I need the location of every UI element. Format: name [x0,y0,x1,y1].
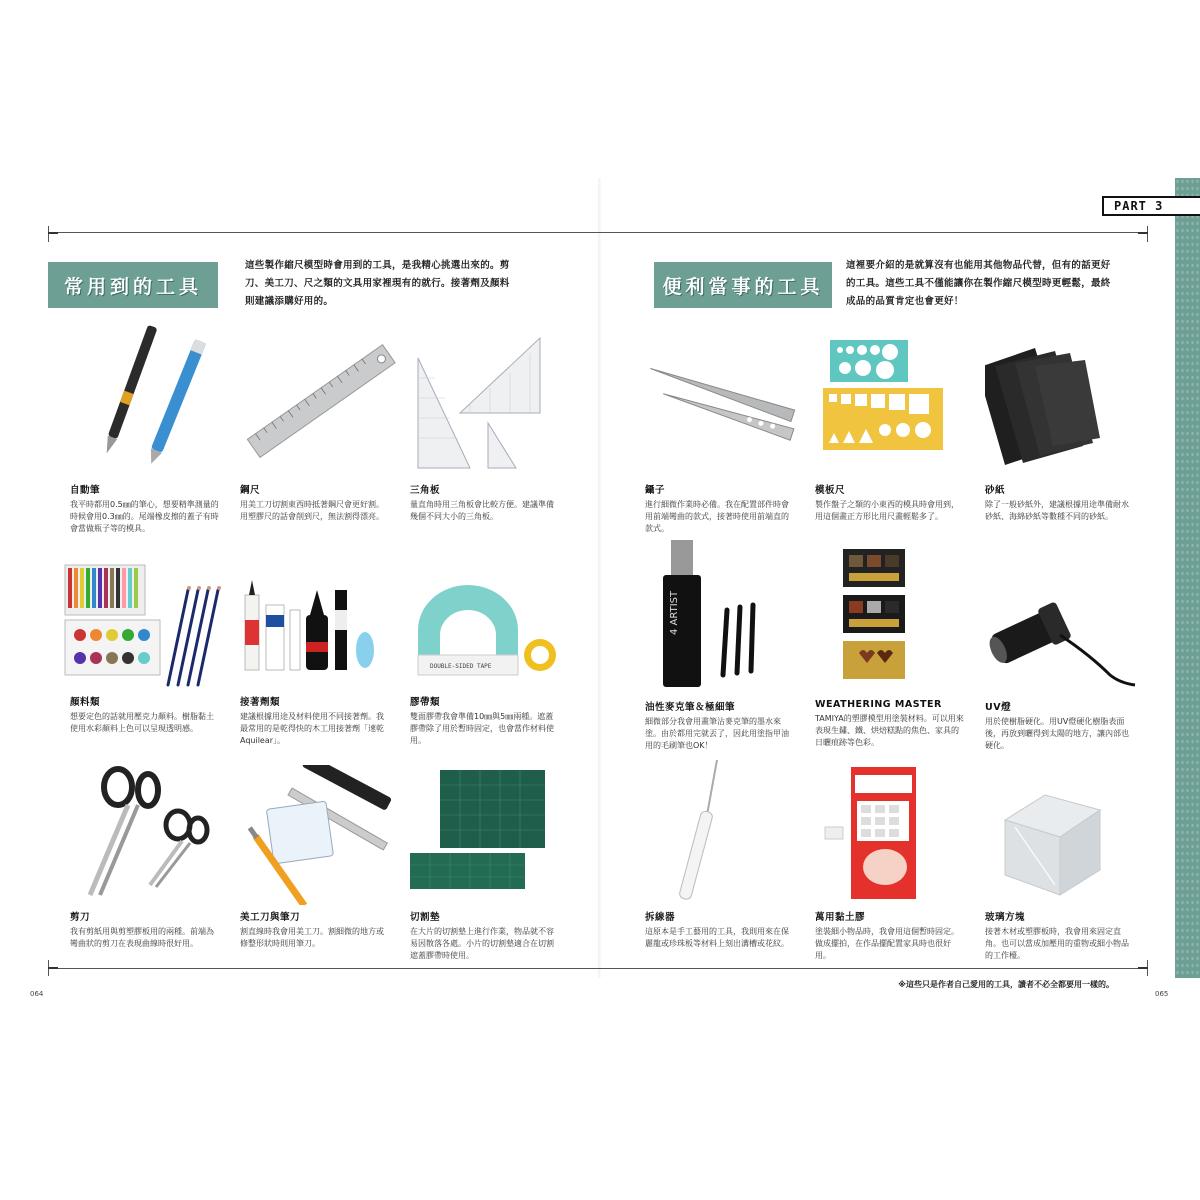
paints-image [60,560,225,690]
item-description: 量直角時用三角板會比較方便。建議準備幾個不同大小的三角板。 [410,500,554,521]
item-description: 這原本是手工藝用的工具，我則用來在保麗龍或珍珠板等材料上刻出溝槽或花紋。 [645,927,789,948]
item-markers [645,535,810,752]
svg-text:4 ARTIST: 4 ARTIST [669,590,680,635]
item-sandpaper [985,318,1150,523]
item-name: UV燈 [985,702,1012,713]
frame-tick [1138,967,1148,969]
right-section-heading: 便利當事的工具 [654,262,832,308]
frame-tick [1138,232,1148,234]
gutter-shadow [598,178,602,978]
utility-knife-icon [240,765,405,905]
page-number-left: 064 [30,990,44,998]
item-seam-ripper [645,755,810,950]
item-uv-light [985,535,1150,752]
frame-tick [48,232,58,234]
item-weathering-master [815,535,980,749]
intro-line: 成品的品質肯定也會更好！ [846,296,964,307]
marker-pens-icon [645,535,810,695]
item-name: 膠帶類 [410,697,441,708]
scissors-icon [70,765,235,905]
mechanical-pencil-icon [70,318,235,478]
uv-light-image [985,535,1150,695]
item-glass-cube [985,755,1150,962]
steel-ruler-image [240,318,405,478]
item-name: 模板尺 [815,485,846,496]
item-description: 用於使樹脂硬化。用UV燈硬化樹脂表面後，再放到曬得到太陽的地方，讓內部也硬化。 [985,717,1129,750]
item-description: 進行細微作業時必備。我在配置部件時會用前端彎曲的款式，接著時使用前端直的款式。 [645,500,789,533]
seam-ripper-icon [645,755,810,905]
item-triangle-ruler [410,318,575,523]
template-ruler-icon [815,318,980,478]
item-description: TAMIYA的塑膠模型用塗裝材料。可以用來表現生鏽、鐵、烘焙糕點的焦色、家具的日曬痕跡等色彩。 [815,714,964,747]
item-cutting-mat [410,765,575,962]
item-description: 塗裝細小物品時，我會用這個暫時固定。做成擺拍，在作品擺配置家具時也很好用。 [815,927,959,960]
seam-ripper-image [645,755,810,905]
item-description: 我有剪紙用與剪塑膠板用的兩種。前端為彎曲狀的剪刀在表現曲線時很好用。 [70,927,214,948]
tape-dispenser-icon [410,560,575,690]
page-number-right: 065 [1155,990,1169,998]
svg-text:DOUBLE-SIDED TAPE: DOUBLE-SIDED TAPE [430,663,492,670]
left-section-intro [245,257,545,311]
frame-tick [48,967,58,969]
item-description: 想要定色的話就用壓克力顏料。樹脂黏土使用水彩顏料上色可以呈現透明感。 [70,712,214,733]
item-tweezers [645,318,810,535]
item-name: 顏料類 [70,697,101,708]
item-template-ruler [815,318,980,523]
item-description: 細微部分我會用畫筆沾麥克筆的墨水來塗。由於都用完就丟了，因此用塗指甲油用的毛刷筆也OK！ [645,717,789,750]
item-name: 美工刀與筆刀 [240,912,301,923]
item-description: 建議根據用途及材料使用不同接著劑。我最常用的是乾得快的木工用接著劑「速乾Aquilear」。 [240,712,384,745]
cutting-mat-icon [410,765,575,905]
item-name: WEATHERING MASTER [815,699,942,710]
frame-bottom-line [48,968,1148,969]
item-adhesives [240,560,405,747]
item-steel-ruler [240,318,405,523]
item-putty-adhesive [815,755,980,962]
item-description: 製作盤子之類的小東西的模具時會用到，用這個畫正方形比用尺畫輕鬆多了。 [815,500,959,521]
item-description: 接著木材或塑膠板時，我會用來固定直角。也可以當成加壓用的重物或細小物品的工作檯。 [985,927,1129,960]
template-ruler-image [815,318,980,478]
item-name: 自動筆 [70,485,101,496]
item-name: 鋼尺 [240,485,261,496]
frame-top-line [48,232,1148,233]
intro-line: 這些製作縮尺模型時會用到的工具，是我精心挑選出來的。剪 [245,260,510,271]
footnote: ※這些只是作者自己愛用的工具，讀者不必全都要用一樣的。 [898,980,1114,989]
item-name: 拆線器 [645,912,676,923]
left-section-heading: 常用到的工具 [48,262,218,308]
weathering-master-image [815,535,980,695]
item-tapes [410,560,575,747]
right-section-intro [846,257,1146,311]
item-description: 用美工刀切割東西時抵著鋼尺會更好割。用塑膠尺的話會削到尺，無法割得漂亮。 [240,500,384,521]
item-name: 萬用黏土膠 [815,912,866,923]
markers-image [645,535,810,695]
tapes-image [410,560,575,690]
adhesives-image [240,560,405,690]
item-name: 切割墊 [410,912,441,923]
item-paints [60,560,225,735]
part-badge: PART 3 [1102,196,1200,216]
item-name: 鑷子 [645,485,666,496]
item-mechanical-pencil [70,318,235,535]
item-name: 三角板 [410,485,441,496]
item-name: 油性麥克筆＆極細筆 [645,702,736,713]
item-name: 剪刀 [70,912,91,923]
intro-line: 這裡要介紹的是就算沒有也能用其他物品代替，但有的話更好 [846,260,1111,271]
putty-adhesive-image [815,755,980,905]
weathering-palette-icon [815,535,980,695]
page-edge-strip [1175,178,1200,978]
paint-set-icon [60,560,225,690]
frame-left-line [48,226,49,242]
frame-right-line [1147,226,1148,242]
utility-knife-image [240,765,405,905]
scissors-image [70,765,235,905]
intro-line: 則建議添購好用的。 [245,296,334,307]
item-utility-knife [240,765,405,950]
item-name: 玻璃方塊 [985,912,1026,923]
item-name: 砂紙 [985,485,1006,496]
sandpaper-icon [985,318,1150,478]
tweezers-image [645,318,810,478]
putty-package-icon [815,755,980,905]
intro-line: 刀、美工刀、尺之類的文具用家裡現有的就行。接著劑及顏料 [245,278,510,289]
glue-bottles-icon [240,560,405,690]
cutting-mat-image [410,765,575,905]
glass-cube-image [985,755,1150,905]
steel-ruler-icon [240,318,405,478]
triangle-ruler-icon [410,318,575,478]
intro-line: 的工具。這些工具不僅能讓你在製作縮尺模型時更輕鬆，最終 [846,278,1111,289]
item-description: 在大片的切割墊上進行作業，物品就不容易因散落各處。小片的切割墊適合在切割遮蓋膠帶時使用。 [410,927,554,960]
item-name: 接著劑類 [240,697,281,708]
sandpaper-image [985,318,1150,478]
item-description: 我平時都用0.5㎜的筆心，想要精準測量的時候會用0.3㎜的。尾端橡皮擦的蓋子有時會當做瓶子等的模具。 [70,500,219,533]
uv-flashlight-icon [985,535,1150,695]
item-description: 雙面膠帶我會準備10㎜與5㎜兩種。遮蓋膠帶除了用於暫時固定，也會當作材料使用。 [410,712,554,745]
tweezers-icon [645,318,810,478]
item-scissors [70,765,235,950]
mechanical-pencil-image [70,318,235,478]
triangle-ruler-image [410,318,575,478]
glass-cube-icon [985,755,1150,905]
item-description: 除了一般砂紙外，建議根據用途準備耐水砂紙、海綿砂紙等數種不同的砂紙。 [985,500,1129,521]
item-description: 割直線時我會用美工刀。割細微的地方或修整形狀時則用筆刀。 [240,927,384,948]
